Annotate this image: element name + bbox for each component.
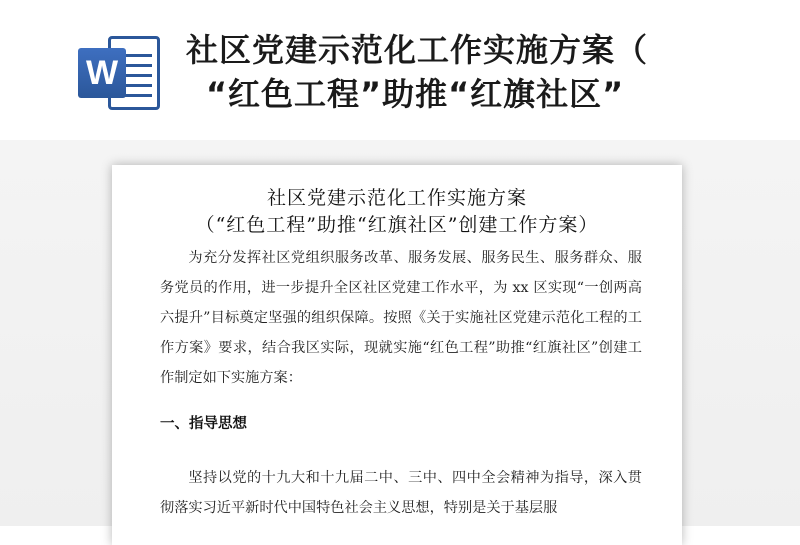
page-title [186,28,786,116]
document-title-line1: 社区党建示范化工作实施方案 [266,187,527,209]
page-title-line2: “红色工程”助推“红旗社区” [206,75,625,113]
document-page [112,165,682,545]
intro-paragraph: 为充分发挥社区党组织服务改革、服务发展、服务民生、服务群众、服务党员的作用，进一步提升全区社区党建工作水平，为 xx 区实现“一创两高六提升”目标奠定坚强的组织保障。按照《关于实施社区党建示范化工程的工作方案》要求，结合我区实际，现就实施“红色工程”助推“红旗社区”创建工作制定如下实施方案： [160,250,642,386]
section-body [160,463,642,523]
word-doc-icon [78,32,164,114]
document-title-line2: （“红色工程”助推“红旗社区”创建工作方案） [195,214,599,236]
section-paragraph: 坚持以党的十九大和十九届二中、三中、四中全会精神为指导，深入贯彻落实习近平新时代中国特色社会主义思想，特别是关于基层服 [160,470,642,516]
page-title-line1: 社区党建示范化工作实施方案（ [186,31,649,69]
document-body [160,243,642,393]
word-badge-letter: W [78,48,126,98]
section-heading: 一、指导思想 [160,416,247,432]
document-title [112,185,682,239]
